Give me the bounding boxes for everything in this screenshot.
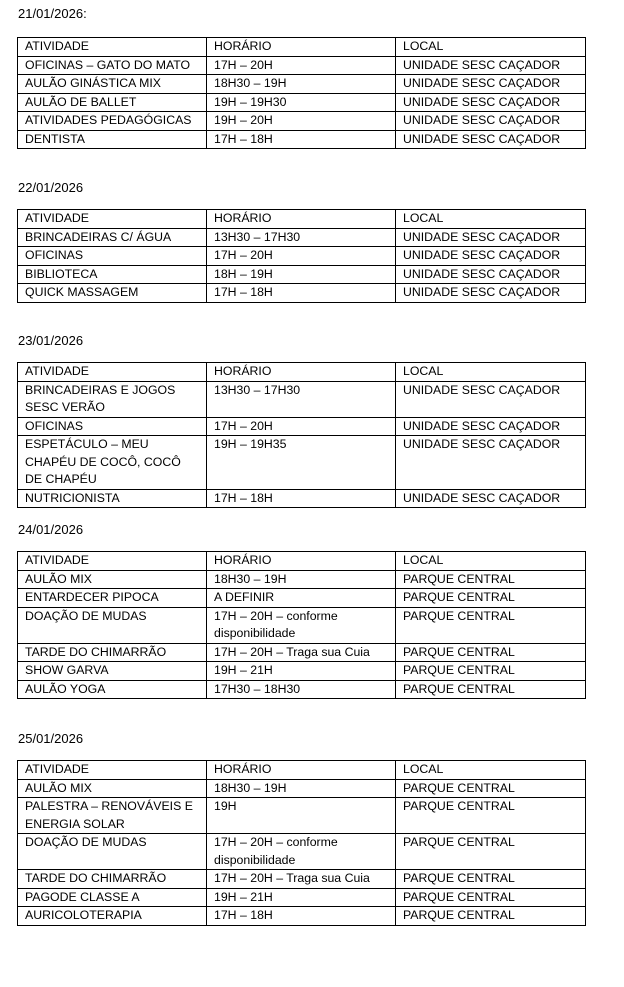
header-atividade: ATIVIDADE xyxy=(18,552,207,571)
cell-local: PARQUE CENTRAL xyxy=(396,607,586,643)
header-atividade: ATIVIDADE xyxy=(18,38,207,57)
cell-atividade: OFICINAS – GATO DO MATO xyxy=(18,56,207,75)
cell-atividade: ENTARDECER PIPOCA xyxy=(18,589,207,608)
cell-horario: 17H – 20H xyxy=(207,56,396,75)
cell-local: PARQUE CENTRAL xyxy=(396,779,586,798)
cell-atividade: ESPETÁCULO – MEU CHAPÉU DE COCÔ, COCÔ DE CHAPÉU xyxy=(18,436,207,490)
schedule-table xyxy=(17,760,586,926)
section-date: 23/01/2026 xyxy=(18,333,84,348)
header-atividade: ATIVIDADE xyxy=(18,210,207,229)
header-local: LOCAL xyxy=(396,761,586,780)
table-row xyxy=(18,680,586,699)
schedule-table xyxy=(17,209,586,303)
cell-atividade: AULÃO YOGA xyxy=(18,680,207,699)
table-row xyxy=(18,56,586,75)
table-header-row xyxy=(18,210,586,229)
cell-atividade: BIBLIOTECA xyxy=(18,265,207,284)
header-local: LOCAL xyxy=(396,38,586,57)
cell-local: PARQUE CENTRAL xyxy=(396,907,586,926)
cell-local: PARQUE CENTRAL xyxy=(396,570,586,589)
table-row xyxy=(18,779,586,798)
cell-horario: 13H30 – 17H30 xyxy=(207,228,396,247)
table-row xyxy=(18,284,586,303)
table-row xyxy=(18,489,586,508)
table-row xyxy=(18,130,586,149)
table-row xyxy=(18,907,586,926)
header-horario: HORÁRIO xyxy=(207,552,396,571)
cell-horario: 17H – 18H xyxy=(207,130,396,149)
table-row xyxy=(18,417,586,436)
cell-atividade: OFICINAS xyxy=(18,417,207,436)
cell-horario: 19H – 19H30 xyxy=(207,93,396,112)
cell-atividade: BRINCADEIRAS C/ ÁGUA xyxy=(18,228,207,247)
cell-atividade: AULÃO MIX xyxy=(18,779,207,798)
cell-horario: 17H – 20H – conforme disponibilidade xyxy=(207,607,396,643)
cell-horario: A DEFINIR xyxy=(207,589,396,608)
table-row xyxy=(18,381,586,417)
cell-atividade: DENTISTA xyxy=(18,130,207,149)
cell-local: UNIDADE SESC CAÇADOR xyxy=(396,130,586,149)
header-atividade: ATIVIDADE xyxy=(18,761,207,780)
table-row xyxy=(18,888,586,907)
cell-horario: 17H – 18H xyxy=(207,907,396,926)
cell-atividade: BRINCADEIRAS E JOGOS SESC VERÃO xyxy=(18,381,207,417)
cell-local: PARQUE CENTRAL xyxy=(396,662,586,681)
table-header-row xyxy=(18,363,586,382)
cell-local: UNIDADE SESC CAÇADOR xyxy=(396,247,586,266)
cell-horario: 17H – 20H – Traga sua Cuia xyxy=(207,870,396,889)
cell-horario: 18H30 – 19H xyxy=(207,570,396,589)
cell-horario: 17H – 20H – Traga sua Cuia xyxy=(207,643,396,662)
cell-local: PARQUE CENTRAL xyxy=(396,834,586,870)
cell-local: UNIDADE SESC CAÇADOR xyxy=(396,489,586,508)
schedule-table xyxy=(17,551,586,699)
cell-local: UNIDADE SESC CAÇADOR xyxy=(396,436,586,490)
header-local: LOCAL xyxy=(396,363,586,382)
cell-atividade: OFICINAS xyxy=(18,247,207,266)
table-header-row xyxy=(18,761,586,780)
section-date: 24/01/2026 xyxy=(18,522,84,537)
header-horario: HORÁRIO xyxy=(207,38,396,57)
table-row xyxy=(18,228,586,247)
header-horario: HORÁRIO xyxy=(207,210,396,229)
cell-atividade: PAGODE CLASSE A xyxy=(18,888,207,907)
cell-horario: 18H30 – 19H xyxy=(207,75,396,94)
cell-atividade: QUICK MASSAGEM xyxy=(18,284,207,303)
table-row xyxy=(18,112,586,131)
header-local: LOCAL xyxy=(396,210,586,229)
cell-atividade: AULÃO MIX xyxy=(18,570,207,589)
table-row xyxy=(18,75,586,94)
cell-local: UNIDADE SESC CAÇADOR xyxy=(396,381,586,417)
cell-horario: 19H – 21H xyxy=(207,888,396,907)
header-horario: HORÁRIO xyxy=(207,761,396,780)
cell-local: UNIDADE SESC CAÇADOR xyxy=(396,56,586,75)
cell-local: PARQUE CENTRAL xyxy=(396,643,586,662)
cell-atividade: AULÃO GINÁSTICA MIX xyxy=(18,75,207,94)
cell-local: UNIDADE SESC CAÇADOR xyxy=(396,417,586,436)
cell-horario: 18H30 – 19H xyxy=(207,779,396,798)
cell-local: UNIDADE SESC CAÇADOR xyxy=(396,93,586,112)
cell-horario: 17H30 – 18H30 xyxy=(207,680,396,699)
cell-horario: 17H – 18H xyxy=(207,284,396,303)
section-date: 21/01/2026: xyxy=(18,6,87,21)
table-row xyxy=(18,607,586,643)
table-row xyxy=(18,93,586,112)
table-header-row xyxy=(18,552,586,571)
cell-horario: 13H30 – 17H30 xyxy=(207,381,396,417)
cell-horario: 17H – 20H xyxy=(207,417,396,436)
cell-atividade: AURICOLOTERAPIA xyxy=(18,907,207,926)
cell-atividade: SHOW GARVA xyxy=(18,662,207,681)
cell-local: PARQUE CENTRAL xyxy=(396,798,586,834)
schedule-table xyxy=(17,37,586,149)
cell-atividade: PALESTRA – RENOVÁVEIS E ENERGIA SOLAR xyxy=(18,798,207,834)
cell-horario: 19H – 19H35 xyxy=(207,436,396,490)
table-header-row xyxy=(18,38,586,57)
cell-local: PARQUE CENTRAL xyxy=(396,870,586,889)
section-date: 22/01/2026 xyxy=(18,180,84,195)
cell-local: UNIDADE SESC CAÇADOR xyxy=(396,112,586,131)
section-date: 25/01/2026 xyxy=(18,731,84,746)
table-row xyxy=(18,265,586,284)
header-horario: HORÁRIO xyxy=(207,363,396,382)
schedule-table xyxy=(17,362,586,508)
table-row xyxy=(18,247,586,266)
cell-atividade: AULÃO DE BALLET xyxy=(18,93,207,112)
cell-local: UNIDADE SESC CAÇADOR xyxy=(396,265,586,284)
cell-atividade: DOAÇÃO DE MUDAS xyxy=(18,834,207,870)
cell-atividade: TARDE DO CHIMARRÃO xyxy=(18,643,207,662)
header-local: LOCAL xyxy=(396,552,586,571)
cell-local: UNIDADE SESC CAÇADOR xyxy=(396,228,586,247)
table-row xyxy=(18,589,586,608)
cell-local: UNIDADE SESC CAÇADOR xyxy=(396,75,586,94)
cell-local: UNIDADE SESC CAÇADOR xyxy=(396,284,586,303)
table-row xyxy=(18,436,586,490)
cell-atividade: TARDE DO CHIMARRÃO xyxy=(18,870,207,889)
cell-horario: 17H – 20H xyxy=(207,247,396,266)
table-row xyxy=(18,662,586,681)
cell-horario: 19H – 20H xyxy=(207,112,396,131)
cell-local: PARQUE CENTRAL xyxy=(396,680,586,699)
cell-horario: 17H – 20H – conforme disponibilidade xyxy=(207,834,396,870)
table-row xyxy=(18,570,586,589)
table-row xyxy=(18,870,586,889)
cell-horario: 18H – 19H xyxy=(207,265,396,284)
cell-atividade: NUTRICIONISTA xyxy=(18,489,207,508)
cell-horario: 19H – 21H xyxy=(207,662,396,681)
header-atividade: ATIVIDADE xyxy=(18,363,207,382)
table-row xyxy=(18,834,586,870)
table-row xyxy=(18,798,586,834)
cell-atividade: ATIVIDADES PEDAGÓGICAS xyxy=(18,112,207,131)
cell-atividade: DOAÇÃO DE MUDAS xyxy=(18,607,207,643)
table-row xyxy=(18,643,586,662)
cell-local: PARQUE CENTRAL xyxy=(396,888,586,907)
cell-horario: 19H xyxy=(207,798,396,834)
cell-local: PARQUE CENTRAL xyxy=(396,589,586,608)
cell-horario: 17H – 18H xyxy=(207,489,396,508)
